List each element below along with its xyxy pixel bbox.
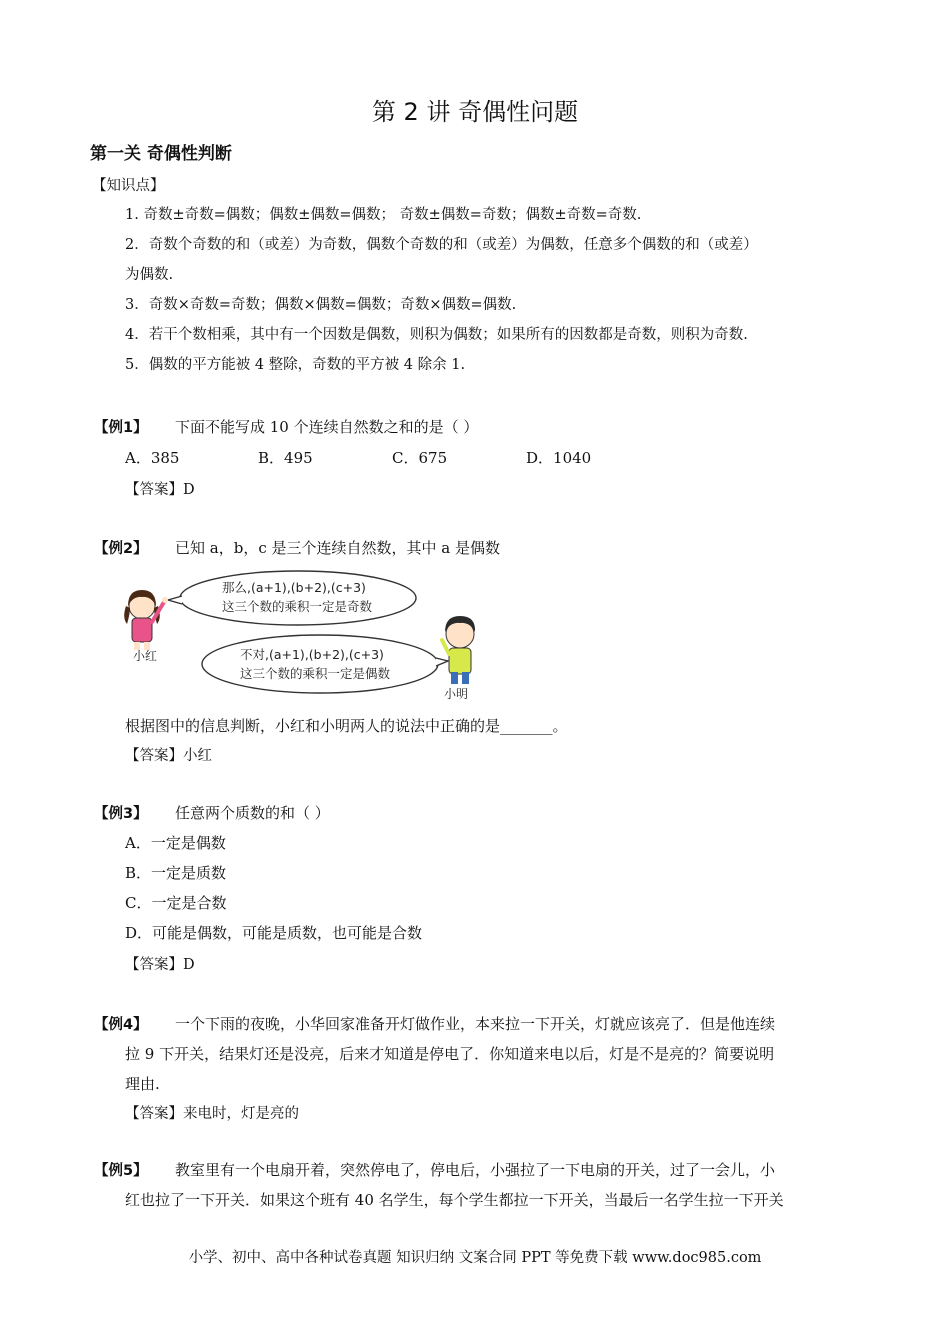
knowledge-item-3: 3．奇数×奇数=奇数；偶数×偶数=偶数；奇数×偶数=偶数. [125, 297, 517, 313]
example-1-option-a: A．385 [125, 449, 180, 467]
example-2-followup: 根据图中的信息判断，小红和小明两人的说法中正确的是_______。 [125, 717, 568, 735]
example-4-line-2: 拉 9 下开关，结果灯还是没亮，后来才知道是停电了．你知道来电以后，灯是不是亮的？简要说明 [125, 1045, 775, 1063]
knowledge-item-1: 1. 奇数±奇数=偶数；偶数±偶数=偶数； 奇数±偶数=奇数；偶数±奇数=奇数. [125, 207, 642, 223]
example-4-line-1: 一个下雨的夜晚，小华回家准备开灯做作业，本来拉一下开关，灯就应该亮了．但是他连续 [175, 1015, 776, 1033]
example-1-answer: 【答案】D [125, 482, 195, 498]
example-3-option-b: B．一定是质数 [125, 864, 227, 882]
knowledge-item-5: 5．偶数的平方能被 4 整除，奇数的平方被 4 除余 1. [125, 357, 466, 373]
example-2-question: 已知 a，b，c 是三个连续自然数，其中 a 是偶数 [175, 539, 500, 557]
name-xiaohong: 小红 [133, 649, 158, 663]
example-2-answer: 【答案】小红 [125, 748, 212, 764]
example-4-label: 【例4】 [94, 1017, 148, 1033]
example-3-option-c: C．一定是合数 [125, 894, 227, 912]
example-5-line-1: 教室里有一个电扇开着，突然停电了，停电后，小强拉了一下电扇的开关，过了一会儿，小 [175, 1161, 776, 1179]
knowledge-item-2: 2．奇数个奇数的和（或差）为奇数，偶数个奇数的和（或差）为偶数，任意多个偶数的和（或差） [125, 237, 758, 253]
speech-bubble-2-tail [436, 658, 448, 666]
example-4-line-3: 理由. [125, 1075, 160, 1093]
example-2-label: 【例2】 [94, 541, 148, 557]
name-xiaoming: 小明 [444, 687, 469, 701]
example-3-option-a: A．一定是偶数 [125, 834, 226, 852]
example-4-answer: 【答案】来电时，灯是亮的 [125, 1106, 299, 1122]
section-heading: 第一关 奇偶性判断 [90, 144, 232, 164]
page-title: 第 2 讲 奇偶性问题 [371, 98, 579, 126]
example-1-label: 【例1】 [94, 420, 148, 436]
bubble-1-line-2: 这三个数的乘积一定是奇数 [222, 599, 373, 614]
knowledge-heading: 【知识点】 [92, 178, 165, 194]
example-5-line-2: 红也拉了一下开关．如果这个班有 40 名学生，每个学生都拉一下开关，当最后一名学生拉一下开关 [125, 1191, 784, 1209]
example-1-option-c: C．675 [392, 449, 448, 467]
bubble-2-line-1: 不对,(a+1),(b+2),(c+3) [240, 647, 384, 662]
example-1-option-b: B．495 [258, 449, 313, 467]
example-3-label: 【例3】 [94, 806, 148, 822]
bubble-2-line-2: 这三个数的乘积一定是偶数 [240, 666, 391, 681]
example-1-option-d: D．1040 [526, 449, 592, 467]
example-3-question: 任意两个质数的和（ ） [175, 804, 330, 822]
girl-xiaohong-icon [124, 590, 168, 650]
boy-xiaoming-icon [442, 616, 475, 684]
knowledge-item-2-cont: 为偶数. [125, 267, 174, 283]
example-5-label: 【例5】 [94, 1163, 148, 1179]
speech-bubble-1-tail [168, 596, 182, 604]
example-1-question: 下面不能写成 10 个连续自然数之和的是（ ） [175, 418, 479, 436]
example-3-answer: 【答案】D [125, 957, 195, 973]
dialogue-illustration [118, 566, 490, 706]
page-footer: 小学、初中、高中各种试卷真题 知识归纳 文案合同 PPT 等免费下载 www.doc985.com [188, 1250, 762, 1266]
knowledge-item-4: 4．若干个数相乘，其中有一个因数是偶数，则积为偶数；如果所有的因数都是奇数，则积为奇数. [125, 327, 748, 343]
example-3-option-d: D．可能是偶数，可能是质数，也可能是合数 [125, 924, 423, 942]
bubble-1-line-1: 那么,(a+1),(b+2),(c+3) [222, 580, 366, 595]
speech-bubble-2 [202, 635, 438, 693]
